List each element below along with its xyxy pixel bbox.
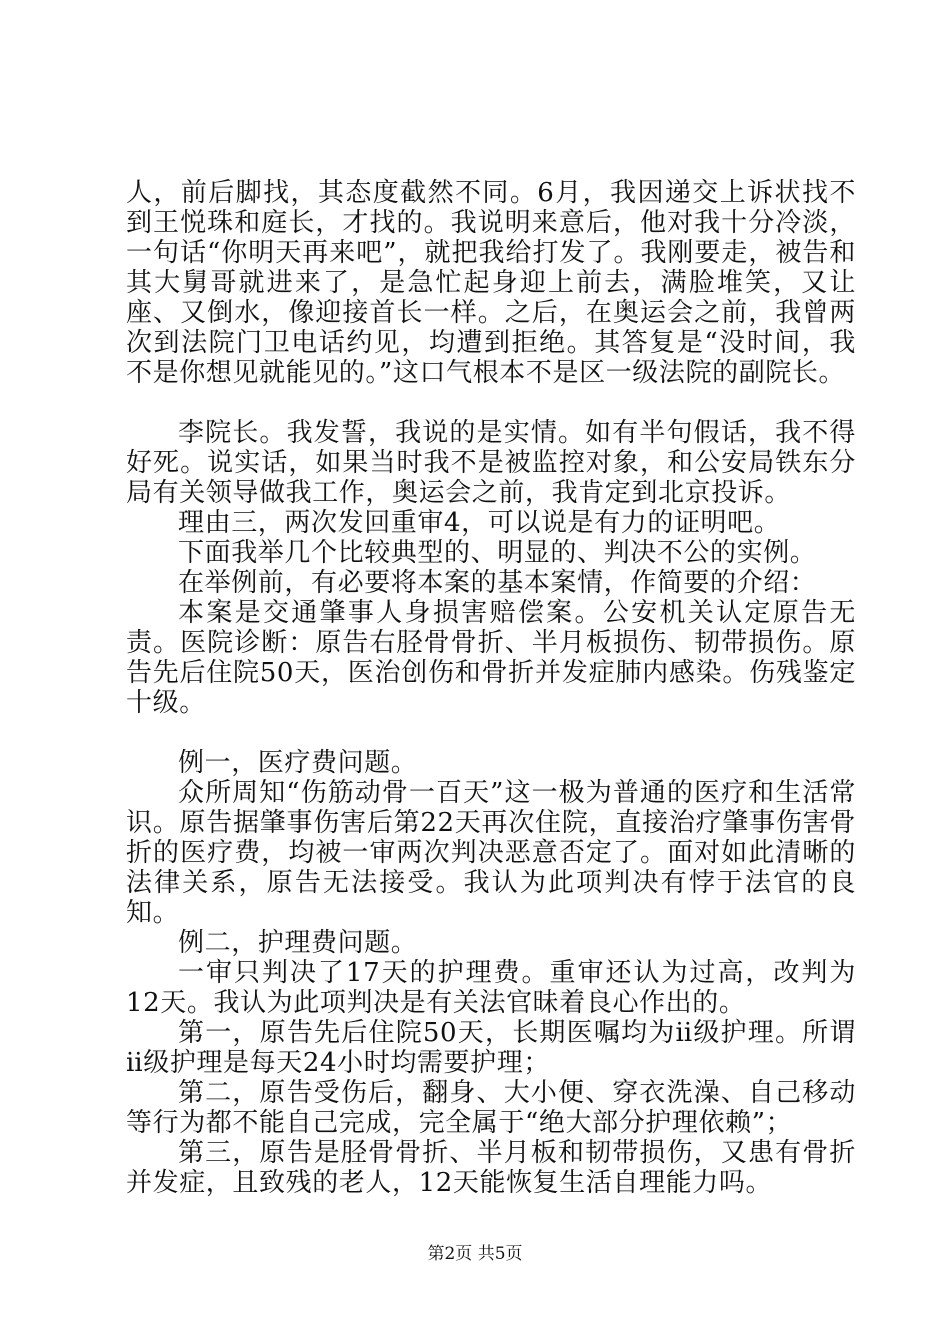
- paragraph-11: 第一，原告先后住院50天，长期医嘱均为ⅱ级护理。所谓ⅱ级护理是每天24小时均需要护理；: [126, 1018, 856, 1078]
- paragraph-7: 例一，医疗费问题。: [178, 748, 418, 778]
- paragraph-9: 例二，护理费问题。: [178, 928, 418, 958]
- page-number: 第2页 共5页: [427, 1244, 523, 1264]
- paragraph-10: 一审只判决了17天的护理费。重审还认为过高，改判为12天。我认为此项判决是有关法官昧着良心作出的。: [126, 958, 856, 1018]
- paragraph-13: 第三，原告是胫骨骨折、半月板和韧带损伤，又患有骨折并发症，且致残的老人，12天能恢复生活自理能力吗。: [126, 1138, 856, 1198]
- paragraph-12: 第二，原告受伤后，翻身、大小便、穿衣洗澡、自己移动等行为都不能自己完成，完全属于“绝大部分护理依赖”；: [126, 1078, 856, 1138]
- document-body: [126, 178, 856, 1198]
- paragraph-6: 本案是交通肇事人身损害赔偿案。公安机关认定原告无责。医院诊断：原告右胫骨骨折、半月板损伤、韧带损伤。原告先后住院50天，医治创伤和骨折并发症肺内感染。伤残鉴定十级。: [126, 598, 856, 718]
- paragraph-4: 下面我举几个比较典型的、明显的、判决不公的实例。: [178, 538, 817, 568]
- paragraph-3: 理由三，两次发回重审4，可以说是有力的证明吧。: [178, 508, 781, 538]
- page-footer: [0, 1243, 950, 1265]
- paragraph-8: 众所周知“伤筋动骨一百天”这一极为普通的医疗和生活常识。原告据肇事伤害后第22天再次住院，直接治疗肇事伤害骨折的医疗费，均被一审两次判决恶意否定了。面对如此清晰的法律关系，原告无法接受。我认为此项判决有悖于法官的良知。: [126, 778, 856, 928]
- paragraph-1: 人，前后脚找，其态度截然不同。6月，我因递交上诉状找不到王悦珠和庭长，才找的。我说明来意后，他对我十分冷淡，一句话“你明天再来吧”，就把我给打发了。我刚要走，被告和其大舅哥就进来了，是急忙起身迎上前去，满脸堆笑，又让座、又倒水，像迎接首长一样。之后，在奥运会之前，我曾两次到法院门卫电话约见，均遭到拒绝。其答复是“没时间，我不是你想见就能见的。”这口气根本不是区一级法院的副院长。: [126, 178, 856, 388]
- paragraph-5: 在举例前，有必要将本案的基本案情，作简要的介绍：: [178, 568, 817, 598]
- paragraph-2: 李院长。我发誓，我说的是实情。如有半句假话，我不得好死。说实话，如果当时我不是被监控对象，和公安局铁东分局有关领导做我工作，奥运会之前，我肯定到北京投诉。: [126, 418, 856, 508]
